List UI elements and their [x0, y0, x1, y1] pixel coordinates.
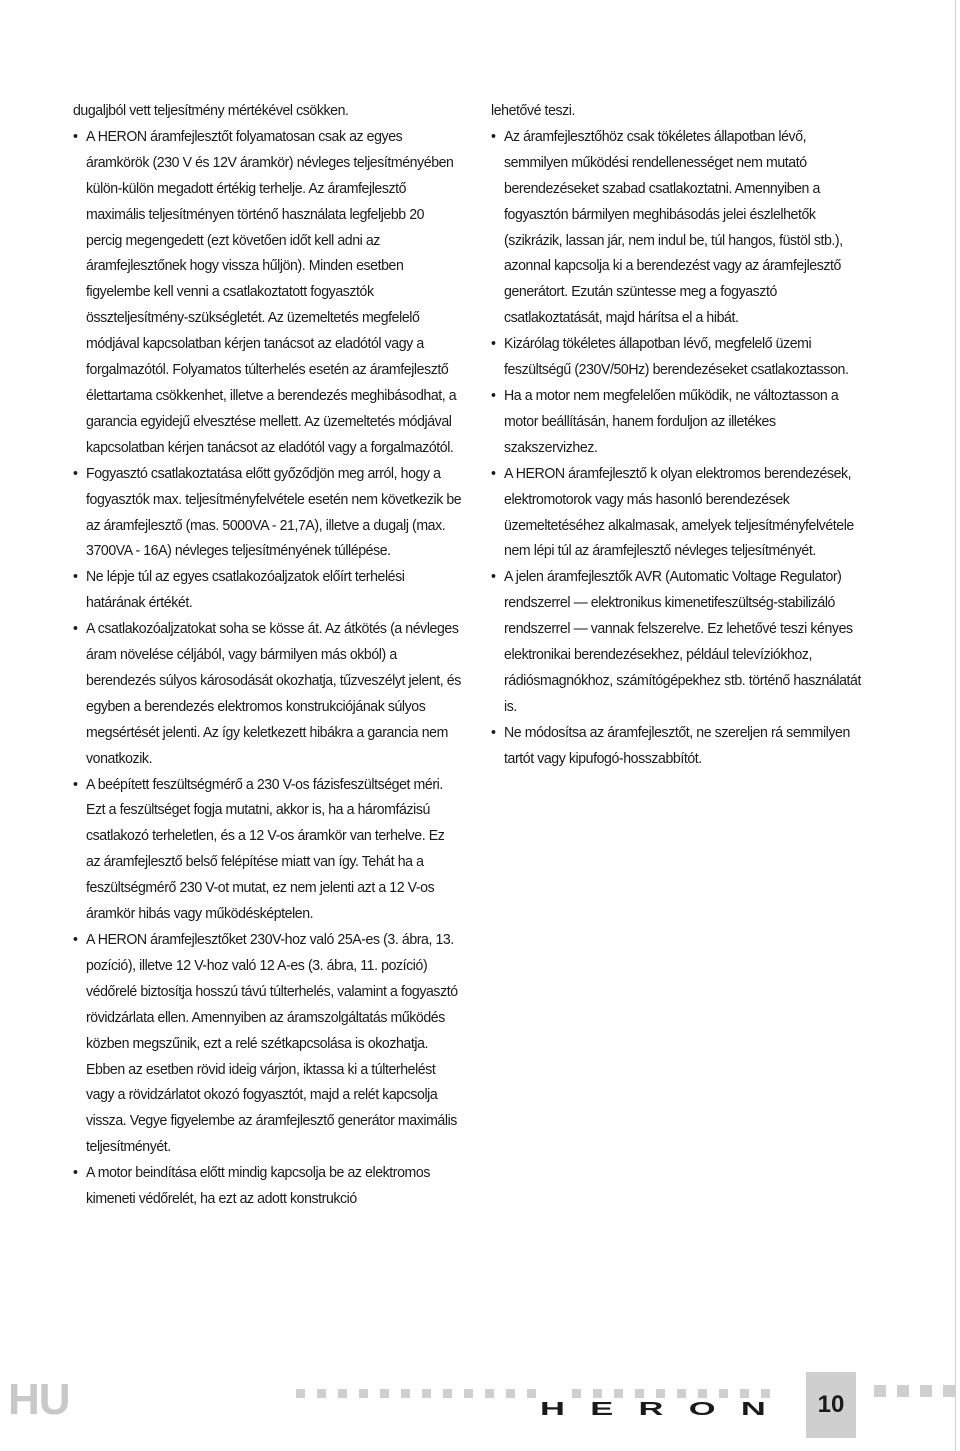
- dot-icon: [443, 1389, 452, 1398]
- bullet-item: [73, 124, 462, 461]
- dot-icon: [422, 1389, 431, 1398]
- right-column: [491, 98, 866, 772]
- heron-logo-text: HERON: [540, 1398, 792, 1419]
- bullet-item: [491, 461, 866, 565]
- bullet-icon: •: [73, 620, 78, 638]
- dot-icon: [506, 1389, 515, 1398]
- bullet-icon: •: [73, 464, 78, 482]
- dot-icon: [359, 1389, 368, 1398]
- footer-square-icon: [897, 1385, 909, 1397]
- bullet-text: Ne lépje túl az egyes csatlakozóaljzatok előírt terhelési határának értékét.: [86, 568, 405, 612]
- heron-logo: [540, 1389, 800, 1419]
- bullet-icon: •: [491, 464, 496, 482]
- bullet-text: Ha a motor nem megfelelően működik, ne változtasson a motor beállításán, hanem forduljon az illetékes szakszervizhez.: [504, 386, 839, 456]
- page-number: 10: [817, 1391, 845, 1418]
- page-number-box: [806, 1372, 856, 1438]
- dot-icon: [485, 1389, 494, 1398]
- bullet-text: Fogyasztó csatlakoztatása előtt győződjön meg arról, hogy a fogyasztók max. teljesítményfelvétele esetén nem következik be az áramfejlesztő (mas. 5000VA - 21,7A), illetve a dugalj (max. 3700VA - 16A) névleges teljesítményének túllépése.: [86, 464, 462, 560]
- bullet-item: [73, 772, 462, 927]
- bullet-icon: •: [491, 127, 496, 145]
- bullet-item: [73, 616, 462, 771]
- bullet-item: [73, 564, 462, 616]
- page-edge-line: [955, 0, 956, 1451]
- paragraph-continuation: lehetővé teszi.: [491, 102, 576, 119]
- bullet-text: A HERON áramfejlesztő k olyan elektromos berendezések, elektromotorok vagy más hasonló berendezések üzemeltetéséhez alkalmasak, amelyek teljesítményfelvétele nem lépi túl az áramfejlesztő névleges teljesítményét.: [504, 464, 854, 560]
- dot-icon: [296, 1389, 305, 1398]
- bullet-icon: •: [491, 386, 496, 404]
- footer-dot-row-left: [296, 1389, 536, 1399]
- left-column: [73, 98, 462, 1212]
- dot-icon: [527, 1389, 536, 1398]
- bullet-icon: •: [73, 775, 78, 793]
- bullet-text: A HERON áramfejlesztőt folyamatosan csak az egyes áramkörök (230 V és 12V áramkör) névleges teljesítményében külön-külön megadott értékig terhelje. Az áramfejlesztő maximális teljesítményen történő használata legfeljebb 20 percig megengedett (ezt követően időt kell adni az áramfejlesztőnek hogy vissza hűljön). Minden esetben figyelembe kell venni a csatlakoztatott fogyasztók összteljesítmény-szükségletét. Az üzemeltetés megfelelő módjával kapcsolatban kérjen tanácsot az eladótól vagy a forgalmazótól. Folyamatos túlterhelés esetén az áramfejlesztő élettartama csökkenhet, illetve a berendezés meghibásodhat, a garancia egyidejű elvesztése mellett. Az üzemeltetés módjával kapcsolatban kérjen tanácsot az eladótól vagy a forgalmazótól.: [86, 127, 457, 456]
- bullet-item: [491, 331, 866, 383]
- bullet-icon: •: [491, 568, 496, 586]
- bullet-icon: •: [491, 335, 496, 353]
- bullet-icon: •: [73, 568, 78, 586]
- bullet-text: A HERON áramfejlesztőket 230V-hoz való 25A-es (3. ábra, 13. pozíció), illetve 12 V-hoz való 12 A-es (3. ábra, 11. pozíció) védőrelé biztosítja hosszú távú túlterhelés, valamint a fogyasztó rövidzárlata ellen. Amennyiben az áramszolgáltatás működés közben megszűnik, ezt a relé szétkapcsolása is okozhatja. Ebben az esetben rövid ideig várjon, iktassa ki a túlterhelést vagy a rövidzárlatot okozó fogyasztót, majd a relét kapcsolja vissza. Vegye figyelembe az áramfejlesztő generátor maximális teljesítményét.: [86, 931, 458, 1156]
- bullet-item: [73, 1160, 462, 1212]
- bullet-text: Ne módosítsa az áramfejlesztőt, ne szereljen rá semmilyen tartót vagy kipufogó-hosszabbítót.: [504, 723, 850, 767]
- bullet-item: [491, 564, 866, 719]
- paragraph-continuation: dugaljból vett teljesítmény mértékével csökken.: [73, 102, 349, 119]
- bullet-text: A motor beindítása előtt mindig kapcsolja be az elektromos kimeneti védőrelét, ha ezt az adott konstrukció: [86, 1164, 430, 1208]
- bullet-item: [491, 124, 866, 331]
- footer-square-icon: [874, 1385, 886, 1397]
- footer-square-icon: [920, 1385, 932, 1397]
- footer-square-icon: [943, 1385, 955, 1397]
- bullet-text: A csatlakozóaljzatokat soha se kösse át. Az átkötés (a névleges áram növelése céljából, vagy bármilyen más okból) a berendezés súlyos károsodását okozhatja, tűzveszélyt jelent, és egyben a berendezés elektromos konstrukciójának súlyos megsértését jelenti. Az így keletkezett hibákra a garancia nem vonatkozik.: [86, 620, 461, 767]
- bullet-text: A jelen áramfejlesztők AVR (Automatic Voltage Regulator) rendszerrel — elektronikus kimenetifeszültség-stabilizáló rendszerrel — vannak felszerelve. Ez lehetővé teszi kényes elektronikai berendezésekhez, például televíziókhoz, rádiósmagnókhoz, számítógépekhez stb. történő használatát is.: [504, 568, 861, 715]
- dot-icon: [380, 1389, 389, 1398]
- bullet-icon: •: [73, 931, 78, 948]
- bullet-text: A beépített feszültségmérő a 230 V-os fázisfeszültséget méri. Ezt a feszültséget fogja mutatni, akkor is, ha a háromfázisú csatlakozó terheletlen, és a 12 V-os áramkör van terhelve. Ez az áramfejlesztő belső felépítése miatt van így. Tehát ha a feszültségmérő 230 V-ot mutat, ez nem jelenti azt a 12 V-os áramkör hibás vagy működésképtelen.: [86, 775, 445, 923]
- dot-icon: [317, 1389, 326, 1398]
- bullet-item: [491, 720, 866, 772]
- bullet-icon: •: [73, 1164, 78, 1182]
- bullet-item: [73, 927, 462, 1160]
- bullet-text: Kizárólag tökéletes állapotban lévő, megfelelő üzemi feszültségű (230V/50Hz) berendezéseket csatlakoztasson.: [504, 335, 849, 379]
- bullet-icon: •: [73, 127, 78, 145]
- language-code: HU: [8, 1375, 70, 1424]
- bullet-item: [73, 461, 462, 565]
- bullet-item: [491, 383, 866, 461]
- bullet-text: Az áramfejlesztőhöz csak tökéletes állapotban lévő, semmilyen működési rendellenességet nem mutató berendezéseket szabad csatlakoztatni. Amennyiben a fogyasztón bármilyen meghibásodás jelei észlelhetők (szikrázik, lassan jár, nem indul be, túl hangos, füstöl stb.), azonnal kapcsolja ki a berendezést vagy az áramfejlesztő generátort. Ezután szüntesse meg a fogyasztó csatlakoztatását, majd hárítsa el a hibát.: [504, 127, 843, 327]
- dot-icon: [338, 1389, 347, 1398]
- bullet-icon: •: [491, 723, 496, 741]
- dot-icon: [401, 1389, 410, 1398]
- dot-icon: [464, 1389, 473, 1398]
